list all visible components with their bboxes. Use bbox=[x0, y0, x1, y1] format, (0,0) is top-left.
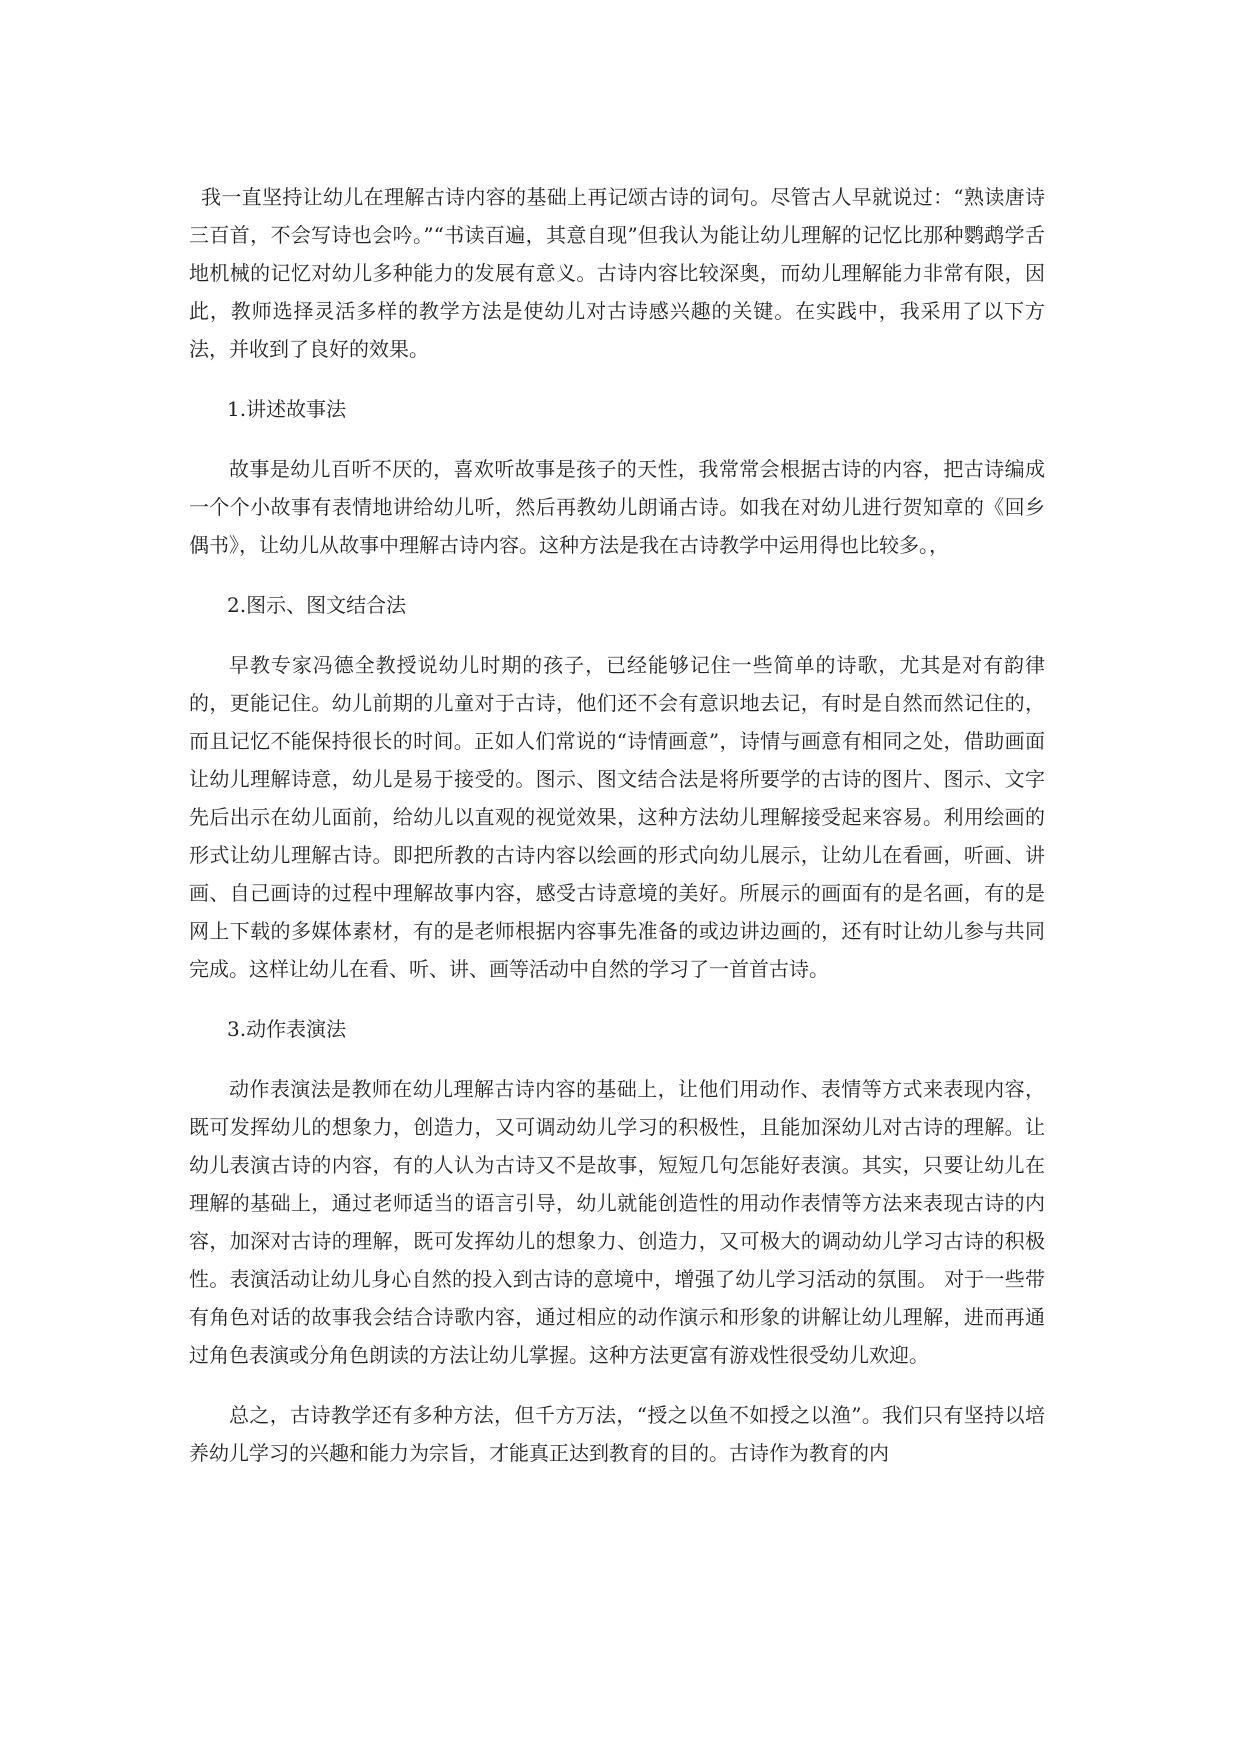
section-heading-illustration: 2.图示、图文结合法 bbox=[227, 593, 407, 617]
intro-paragraph: 我一直坚持让幼儿在理解古诗内容的基础上再记颂古诗的词句。尽管古人早就说过：“熟读唐诗三百首，不会写诗也会吟。”“书读百遍，其意自现”但我认为能让幼儿理解的记忆比那种鹦鹉学舌地机械的记忆对幼儿多种能力的发展有意义。古诗内容比较深奥，而幼儿理解能力非常有限，因此，教师选择灵活多样的教学方法是使幼儿对古诗感兴趣的关键。在实践中，我采用了以下方法，并收到了良好的效果。 bbox=[189, 185, 1045, 361]
section-paragraph-performance: 动作表演法是教师在幼儿理解古诗内容的基础上，让他们用动作、表情等方式来表现内容，既可发挥幼儿的想象力，创造力，又可调动幼儿学习的积极性，且能加深幼儿对古诗的理解。让幼儿表演古诗的内容，有的人认为古诗又不是故事，短短几句怎能好表演。其实，只要让幼儿在理解的基础上，通过老师适当的语言引导，幼儿就能创造性的用动作表情等方法来表现古诗的内容，加深对古诗的理解，既可发挥幼儿的想象力、创造力，又可极大的调动幼儿学习古诗的积极性。表演活动让幼儿身心自然的投入到古诗的意境中，增强了幼儿学习活动的氛围。 对于一些带有角色对话的故事我会结合诗歌内容，通过相应的动作演示和形象的讲解让幼儿理解，进而再通过角色表演或分角色朗读的方法让幼儿掌握。这种方法更富有游戏性很受幼儿欢迎。 bbox=[189, 1077, 1045, 1367]
section-heading-storytelling: 1.讲述故事法 bbox=[227, 397, 347, 421]
section-paragraph-illustration: 早教专家冯德全教授说幼儿时期的孩子，已经能够记住一些简单的诗歌，尤其是对有韵律的，更能记住。幼儿前期的儿童对于古诗，他们还不会有意识地去记，有时是自然而然记住的，而且记忆不能保持很长的时间。正如人们常说的“诗情画意”，诗情与画意有相同之处，借助画面让幼儿理解诗意，幼儿是易于接受的。图示、图文结合法是将所要学的古诗的图片、图示、文字先后出示在幼儿面前，给幼儿以直观的视觉效果，这种方法幼儿理解接受起来容易。利用绘画的形式让幼儿理解古诗。即把所教的古诗内容以绘画的形式向幼儿展示，让幼儿在看画，听画、讲画、自己画诗的过程中理解故事内容，感受古诗意境的美好。所展示的画面有的是名画，有的是网上下载的多媒体素材，有的是老师根据内容事先准备的或边讲边画的，还有时让幼儿参与共同完成。这样让幼儿在看、听、讲、画等活动中自然的学习了一首首古诗。 bbox=[189, 653, 1045, 981]
section-paragraph-storytelling: 故事是幼儿百听不厌的，喜欢听故事是孩子的天性，我常常会根据古诗的内容，把古诗编成一个个小故事有表情地讲给幼儿听，然后再教幼儿朗诵古诗。如我在对幼儿进行贺知章的《回乡偶书》，让幼儿从故事中理解古诗内容。这种方法是我在古诗教学中运用得也比较多。， bbox=[189, 457, 1045, 557]
conclusion-paragraph: 总之，古诗教学还有多种方法，但千方万法，“授之以鱼不如授之以渔”。我们只有坚持以培养幼儿学习的兴趣和能力为宗旨，才能真正达到教育的目的。古诗作为教育的内 bbox=[189, 1403, 1045, 1465]
document-body bbox=[189, 178, 1045, 1472]
section-heading-performance: 3.动作表演法 bbox=[227, 1017, 347, 1041]
